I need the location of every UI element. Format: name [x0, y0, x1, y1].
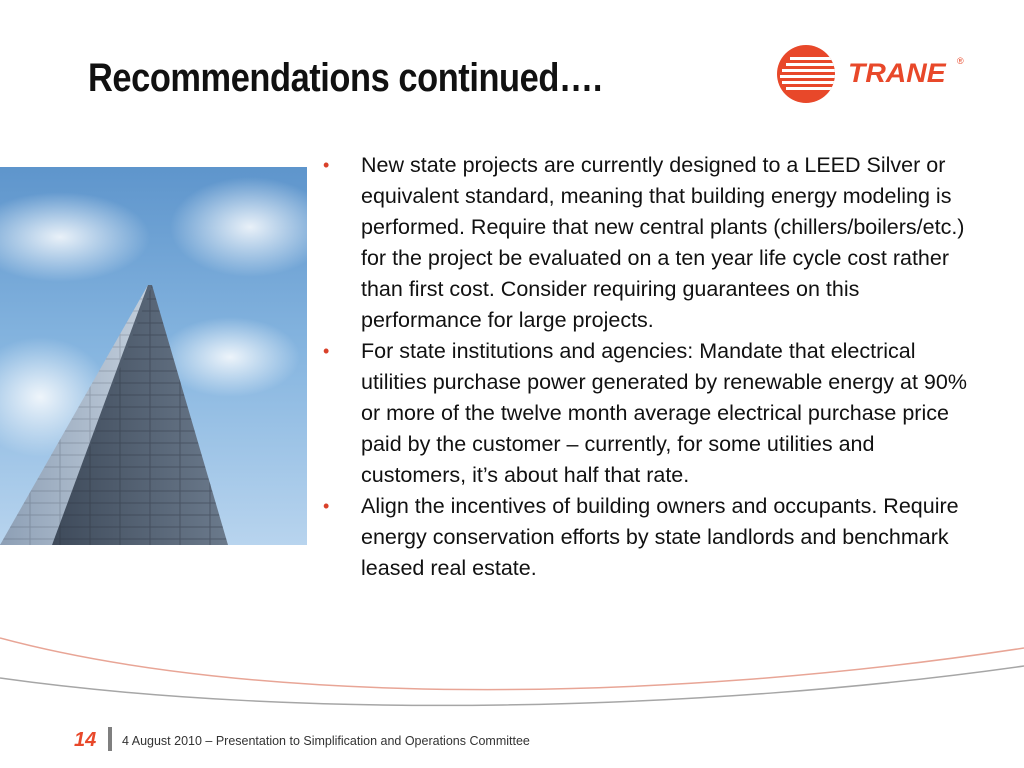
trane-logo — [776, 40, 976, 106]
registered-mark: ® — [957, 56, 964, 66]
page-number: 14 — [74, 729, 97, 751]
decorative-curves — [0, 620, 1024, 730]
skyscraper-photo — [0, 167, 307, 545]
slide-title: Recommendations continued…. — [88, 56, 602, 100]
bullet-marker: • — [323, 496, 330, 516]
trane-stripe-logo-icon — [776, 44, 836, 104]
footer-divider — [108, 727, 112, 751]
bullet-text: New state projects are currently designed to a LEED Silver or equivalent standard, meaning that building energy modeling is performed. Require that new central plants (chillers/boilers/etc.) for the project be evaluated on a ten year life cycle cost rather than first cost. Consider requiring guarantees on this performance for large projects. — [361, 153, 965, 332]
bullet-marker: • — [323, 341, 330, 361]
bullet-text: Align the incentives of building owners and occupants. Require energy conservation efforts by state landlords and benchmark leased real estate. — [361, 494, 959, 580]
bullet-list — [323, 150, 983, 584]
footer-text: 4 August 2010 – Presentation to Simplification and Operations Committee — [122, 734, 530, 748]
bullet-item — [323, 150, 983, 336]
trane-wordmark: TRANE — [848, 58, 946, 88]
bullet-item — [323, 491, 983, 584]
bullet-marker: • — [323, 155, 330, 175]
bullet-text: For state institutions and agencies: Mandate that electrical utilities purchase power generated by renewable energy at 90% or more of the twelve month average electrical purchase price paid by the customer – currently, for some utilities and customers, it’s about half that rate. — [361, 339, 967, 487]
bullet-item — [323, 336, 983, 491]
